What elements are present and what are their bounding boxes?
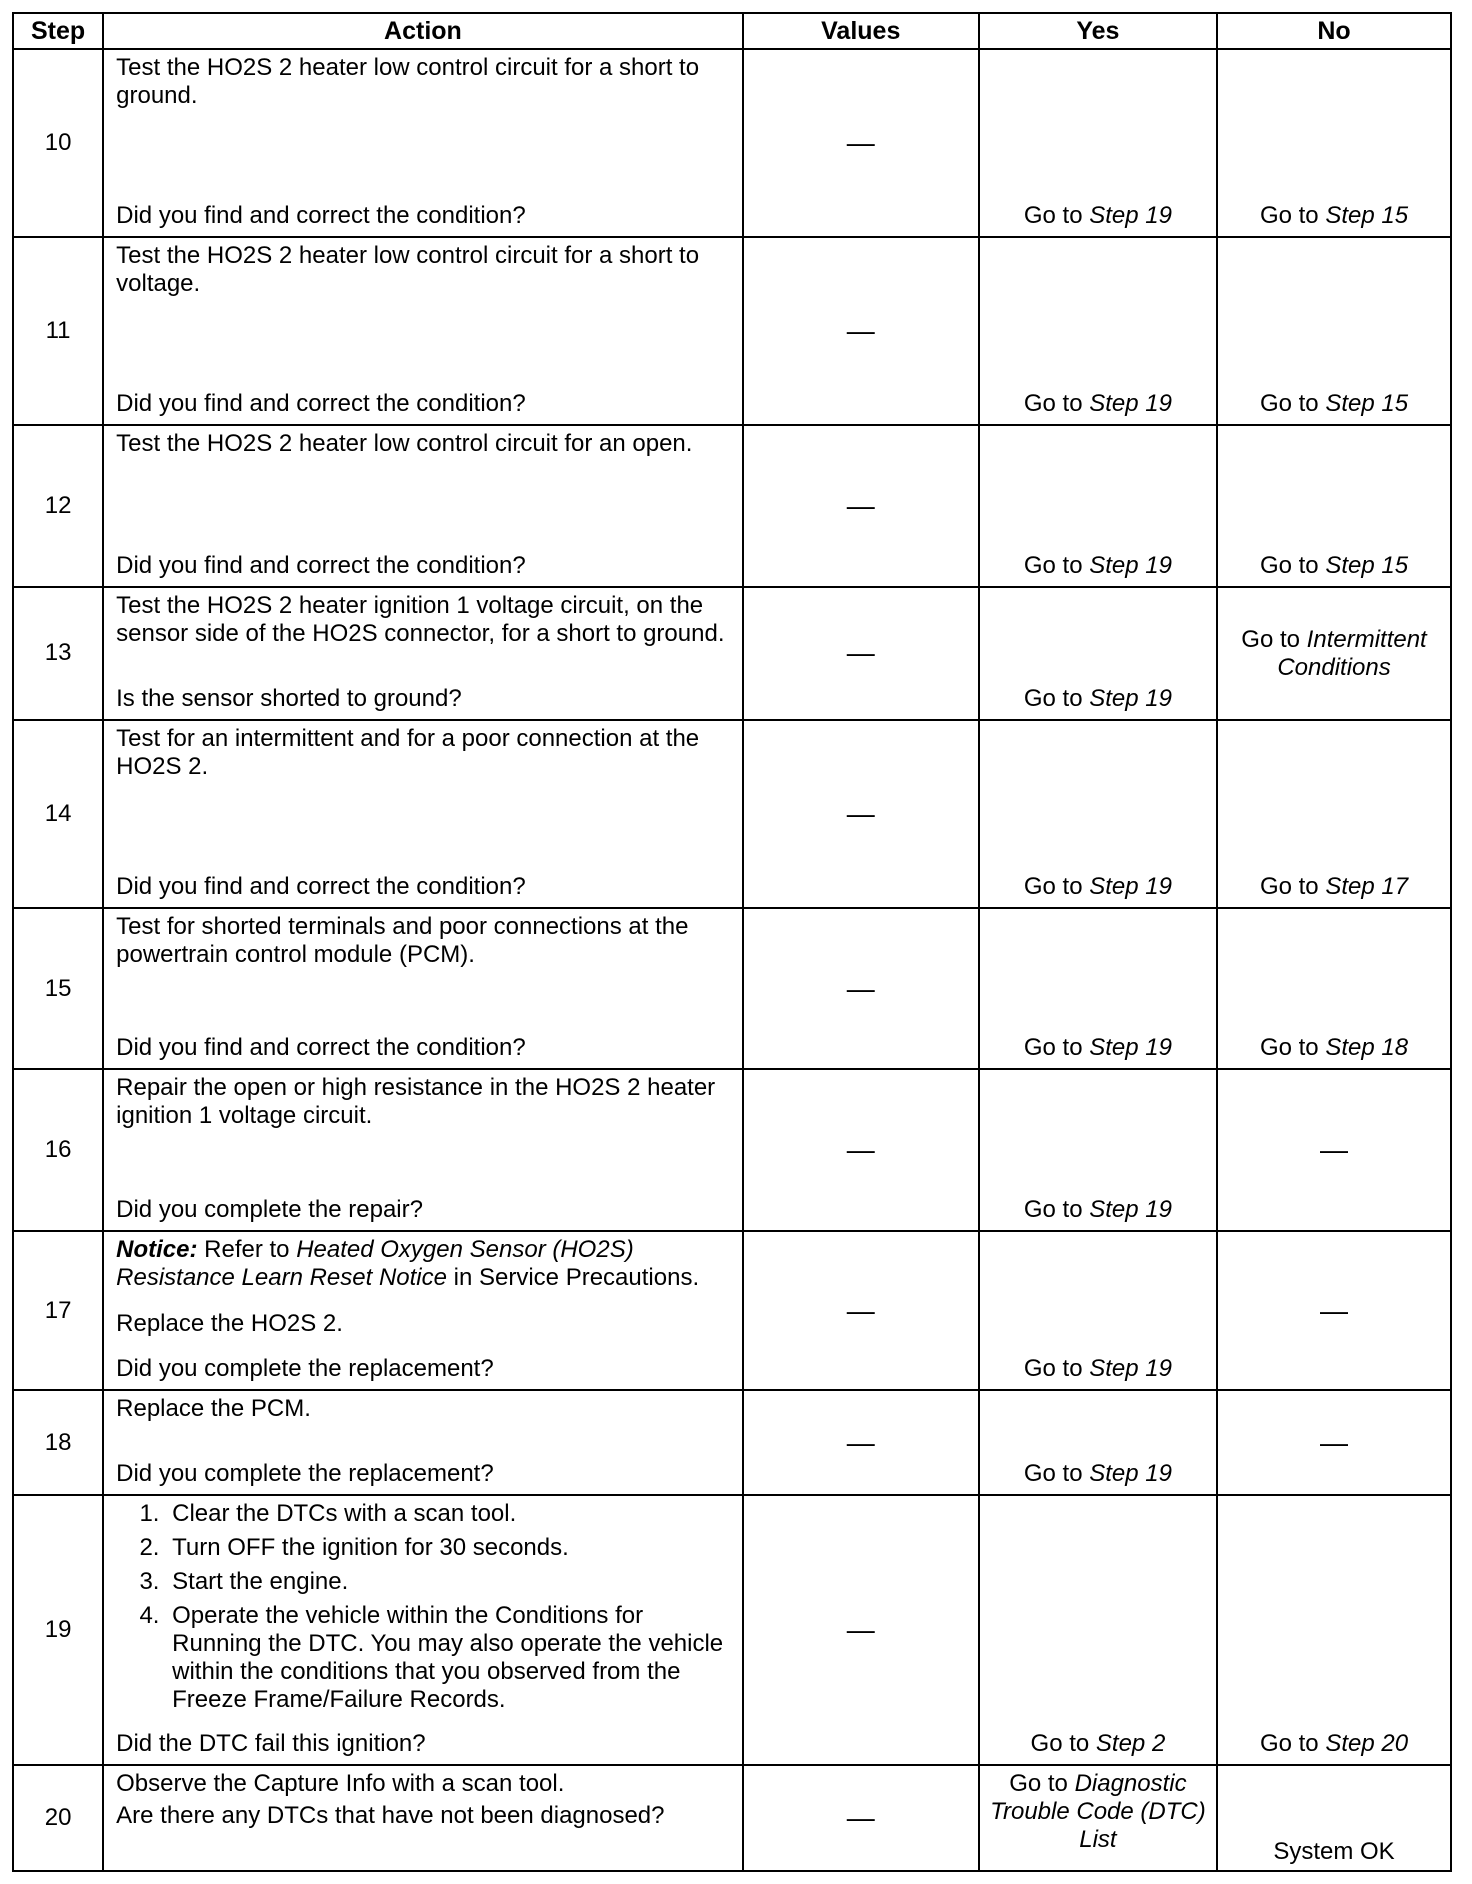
step-number: 11 bbox=[13, 237, 103, 425]
step-number: 10 bbox=[13, 49, 103, 237]
action-question: Did you find and correct the condition? bbox=[116, 872, 526, 900]
step-number: 16 bbox=[13, 1069, 103, 1231]
table-row bbox=[13, 1231, 1451, 1391]
go-to-label: Go to bbox=[1023, 390, 1083, 418]
diagnostic-table bbox=[12, 12, 1452, 1872]
yes-cell bbox=[979, 1390, 1217, 1494]
action-text: Test the HO2S 2 heater low control circuit for a short to ground. bbox=[116, 54, 700, 109]
yes-cell bbox=[979, 49, 1217, 237]
action-cell bbox=[103, 587, 743, 720]
action-text: Test the HO2S 2 heater low control circuit for a short to voltage. bbox=[116, 242, 700, 298]
go-to-label: Go to bbox=[1023, 551, 1083, 579]
values-cell: — bbox=[743, 49, 979, 237]
no-cell bbox=[1217, 1495, 1451, 1765]
go-to-label: Go to bbox=[1023, 1459, 1083, 1487]
yes-cell bbox=[979, 237, 1217, 425]
go-to-label: Go to bbox=[1259, 390, 1319, 418]
table-row bbox=[13, 1069, 1451, 1231]
header-action: Action bbox=[103, 13, 743, 49]
go-to-label: Go to bbox=[1009, 1769, 1068, 1797]
step-number: 12 bbox=[13, 425, 103, 587]
no-cell: System OK bbox=[1217, 1765, 1451, 1871]
step-link[interactable]: Step 2 bbox=[1095, 1729, 1166, 1757]
yes-cell bbox=[979, 587, 1217, 720]
yes-cell bbox=[979, 425, 1217, 587]
go-to-label: Go to bbox=[1259, 872, 1319, 900]
values-cell: — bbox=[743, 1495, 979, 1765]
action-cell bbox=[103, 1069, 743, 1231]
step-link[interactable]: Step 15 bbox=[1325, 202, 1409, 230]
step-number: 20 bbox=[13, 1765, 103, 1871]
action-cell bbox=[103, 1495, 743, 1765]
header-yes: Yes bbox=[979, 13, 1217, 49]
step-number: 13 bbox=[13, 587, 103, 720]
no-cell bbox=[1217, 908, 1451, 1070]
table-row bbox=[13, 1390, 1451, 1494]
table-row bbox=[13, 1495, 1451, 1765]
doc-link[interactable]: Heated Oxygen Sensor (HO2S) Resistance Learn Reset Notice bbox=[116, 1235, 634, 1291]
go-to-label: Go to bbox=[1259, 202, 1319, 230]
table-row bbox=[13, 1765, 1451, 1871]
action-cell bbox=[103, 720, 743, 908]
go-to-label: Go to bbox=[1023, 1195, 1083, 1223]
action-text: Observe the Capture Info with a scan tool. bbox=[116, 1769, 565, 1797]
action-cell bbox=[103, 237, 743, 425]
step-link[interactable]: Step 15 bbox=[1325, 390, 1409, 418]
yes-cell bbox=[979, 1765, 1217, 1871]
values-cell: — bbox=[743, 720, 979, 908]
action-text: Repair the open or high resistance in the HO2S 2 heater ignition 1 voltage circuit. bbox=[116, 1074, 716, 1130]
step-link[interactable]: Step 18 bbox=[1325, 1034, 1409, 1062]
values-cell: — bbox=[743, 1231, 979, 1391]
go-to-label: Go to bbox=[1023, 1355, 1083, 1383]
step-link[interactable]: Step 19 bbox=[1089, 684, 1172, 712]
step-number: 15 bbox=[13, 908, 103, 1070]
notice-label: Notice: bbox=[116, 1235, 198, 1263]
doc-link[interactable]: Diagnostic Trouble Code (DTC) List bbox=[990, 1769, 1206, 1853]
action-question: Did you complete the repair? bbox=[116, 1195, 423, 1223]
values-cell: — bbox=[743, 237, 979, 425]
step-link[interactable]: Step 19 bbox=[1089, 1459, 1172, 1487]
action-cell bbox=[103, 1231, 743, 1391]
step-number: 19 bbox=[13, 1495, 103, 1765]
values-cell: — bbox=[743, 908, 979, 1070]
list-item: 2. Turn OFF the ignition for 30 seconds. bbox=[166, 1534, 730, 1562]
step-link[interactable]: Step 19 bbox=[1089, 1034, 1172, 1062]
header-step: Step bbox=[13, 13, 103, 49]
action-cell bbox=[103, 49, 743, 237]
header-row bbox=[13, 13, 1451, 49]
action-question: Did you find and correct the condition? bbox=[116, 1034, 526, 1062]
table-row bbox=[13, 587, 1451, 720]
action-cell bbox=[103, 1390, 743, 1494]
no-cell: — bbox=[1217, 1390, 1451, 1494]
action-question: Did you find and correct the condition? bbox=[116, 551, 526, 579]
step-link[interactable]: Step 19 bbox=[1089, 551, 1172, 579]
go-to-label: Go to bbox=[1023, 202, 1083, 230]
list-item: 3. Start the engine. bbox=[166, 1568, 730, 1596]
step-link[interactable]: Step 17 bbox=[1325, 872, 1409, 900]
step-number: 18 bbox=[13, 1390, 103, 1494]
action-text: Test the HO2S 2 heater low control circuit for an open. bbox=[116, 430, 693, 458]
action-question: Did you complete the replacement? bbox=[116, 1355, 494, 1383]
action-cell bbox=[103, 425, 743, 587]
yes-cell bbox=[979, 1495, 1217, 1765]
values-cell: — bbox=[743, 1069, 979, 1231]
step-link[interactable]: Step 19 bbox=[1089, 390, 1172, 418]
no-cell bbox=[1217, 425, 1451, 587]
action-question: Did you find and correct the condition? bbox=[116, 390, 526, 418]
notice-tail: in Service Precautions. bbox=[453, 1263, 700, 1291]
step-link[interactable]: Step 19 bbox=[1089, 1355, 1172, 1383]
action-question: Are there any DTCs that have not been diagnosed? bbox=[116, 1801, 665, 1829]
step-link[interactable]: Step 19 bbox=[1089, 1195, 1172, 1223]
go-to-label: Go to bbox=[1023, 872, 1083, 900]
yes-cell bbox=[979, 1231, 1217, 1391]
step-link[interactable]: Step 20 bbox=[1325, 1729, 1409, 1757]
action-question: Did you find and correct the condition? bbox=[116, 202, 526, 230]
step-number: 17 bbox=[13, 1231, 103, 1391]
values-cell: — bbox=[743, 1765, 979, 1871]
list-item: 1. Clear the DTCs with a scan tool. bbox=[166, 1500, 730, 1528]
action-text: Test for an intermittent and for a poor connection at the HO2S 2. bbox=[116, 724, 700, 780]
step-link[interactable]: Step 19 bbox=[1089, 872, 1172, 900]
go-to-label: Go to bbox=[1259, 1729, 1319, 1757]
table-row bbox=[13, 425, 1451, 587]
values-cell: — bbox=[743, 425, 979, 587]
action-text: Replace the HO2S 2. bbox=[116, 1309, 343, 1337]
go-to-label: Go to bbox=[1023, 684, 1083, 712]
step-number: 14 bbox=[13, 720, 103, 908]
step-link[interactable]: Step 19 bbox=[1089, 202, 1172, 230]
notice-refer: Refer to bbox=[204, 1235, 290, 1263]
yes-cell bbox=[979, 908, 1217, 1070]
list-item: 4. Operate the vehicle within the Conditions for Running the DTC. You may also operate the vehicle within the conditions that you observed from the Freeze Frame/Failure Records. bbox=[166, 1602, 730, 1714]
header-no: No bbox=[1217, 13, 1451, 49]
action-question: Is the sensor shorted to ground? bbox=[116, 684, 462, 712]
table-row bbox=[13, 237, 1451, 425]
action-text: Test the HO2S 2 heater ignition 1 voltage circuit, on the sensor side of the HO2S connector, for a short to ground. bbox=[116, 591, 725, 647]
go-to-label: Go to bbox=[1241, 625, 1300, 653]
no-cell bbox=[1217, 720, 1451, 908]
step-link[interactable]: Step 15 bbox=[1325, 551, 1409, 579]
action-question: Did the DTC fail this ignition? bbox=[116, 1729, 426, 1757]
no-cell: — bbox=[1217, 1069, 1451, 1231]
no-cell bbox=[1217, 587, 1451, 720]
no-cell: — bbox=[1217, 1231, 1451, 1391]
go-to-label: Go to bbox=[1030, 1729, 1090, 1757]
go-to-label: Go to bbox=[1259, 1034, 1319, 1062]
table-row bbox=[13, 720, 1451, 908]
no-cell bbox=[1217, 237, 1451, 425]
no-cell bbox=[1217, 49, 1451, 237]
yes-cell bbox=[979, 720, 1217, 908]
go-to-label: Go to bbox=[1023, 1034, 1083, 1062]
action-cell bbox=[103, 1765, 743, 1871]
action-cell bbox=[103, 908, 743, 1070]
action-text: Replace the PCM. bbox=[116, 1395, 311, 1423]
procedure-list bbox=[116, 1500, 730, 1720]
header-values: Values bbox=[743, 13, 979, 49]
yes-cell bbox=[979, 1069, 1217, 1231]
values-cell: — bbox=[743, 1390, 979, 1494]
values-cell: — bbox=[743, 587, 979, 720]
table-row bbox=[13, 908, 1451, 1070]
go-to-label: Go to bbox=[1259, 551, 1319, 579]
action-question: Did you complete the replacement? bbox=[116, 1459, 494, 1487]
action-text: Test for shorted terminals and poor connections at the powertrain control module (PCM). bbox=[116, 912, 689, 968]
notice-text bbox=[116, 1236, 730, 1292]
doc-link[interactable]: Intermittent Conditions bbox=[1277, 625, 1427, 681]
table-row bbox=[13, 49, 1451, 237]
